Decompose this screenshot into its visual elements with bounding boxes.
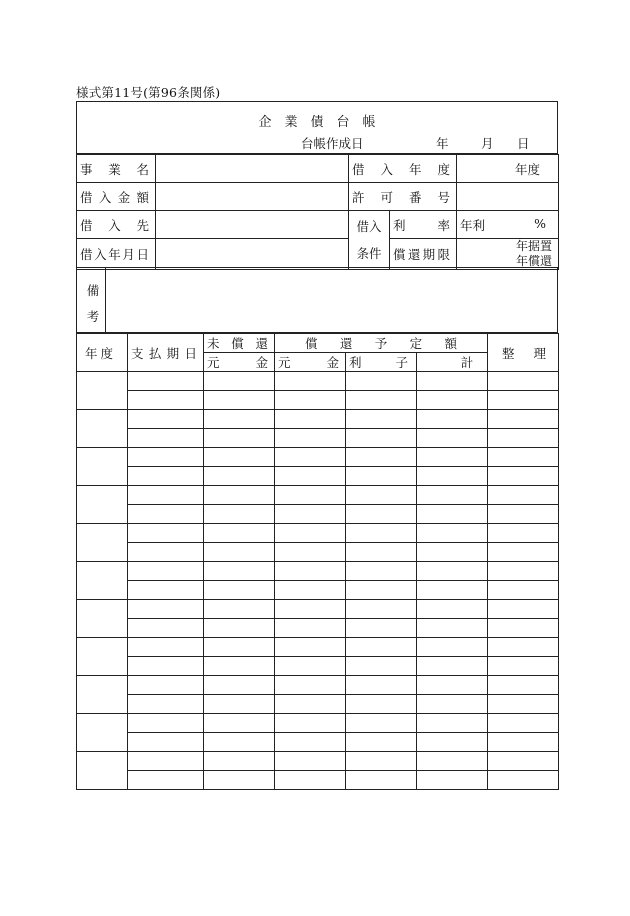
fiscal-year-cell[interactable]	[77, 410, 128, 448]
table-row	[77, 657, 559, 676]
label-char: 先	[136, 217, 149, 233]
ledger-cell[interactable]	[128, 524, 204, 543]
ledger-cell[interactable]	[275, 448, 346, 467]
ledger-cell[interactable]	[128, 714, 204, 733]
percent-unit: %	[534, 215, 547, 231]
fiscal-year-cell[interactable]	[77, 714, 128, 752]
label-char: 日	[184, 345, 197, 361]
ledger-cell[interactable]	[417, 543, 488, 562]
label-char: 元	[278, 355, 291, 370]
permit-number-field[interactable]	[457, 183, 559, 211]
permit-number-label	[349, 183, 457, 211]
ledger-cell[interactable]	[128, 448, 204, 467]
ledger-cell[interactable]	[488, 486, 559, 505]
ledger-cell[interactable]	[488, 581, 559, 600]
ledger-cell[interactable]	[204, 562, 275, 581]
label-char: 度	[437, 161, 451, 177]
ledger-cell[interactable]	[488, 372, 559, 391]
table-row	[77, 391, 559, 410]
ledger-cell[interactable]	[128, 562, 204, 581]
ledger-cell[interactable]	[417, 486, 488, 505]
ledger-cell[interactable]	[488, 600, 559, 619]
label-char: 借	[80, 247, 93, 262]
ledger-cell[interactable]	[488, 676, 559, 695]
ledger-cell[interactable]	[275, 581, 346, 600]
label-char: 事	[80, 161, 93, 177]
ledger-cell[interactable]	[346, 486, 417, 505]
fiscal-year-cell[interactable]	[77, 448, 128, 486]
label-char: 期	[422, 247, 436, 262]
ledger-cell[interactable]	[346, 581, 417, 600]
conditions-label-line2: 条件	[356, 246, 382, 261]
ledger-cell[interactable]	[417, 714, 488, 733]
year-unit: 年	[436, 136, 449, 151]
ledger-cell[interactable]	[488, 391, 559, 410]
ledger-cell[interactable]	[488, 448, 559, 467]
ledger-cell[interactable]	[204, 600, 275, 619]
label-char: 借	[80, 189, 93, 205]
label-char: 年	[409, 161, 422, 177]
ledger-header-box	[76, 101, 558, 154]
label-char: 借	[352, 161, 365, 177]
ledger-cell[interactable]	[204, 581, 275, 600]
label-char: 額	[444, 336, 458, 351]
label-char: 入	[380, 161, 394, 177]
grace-years-label: 年据置	[516, 239, 553, 253]
ledger-cell[interactable]	[128, 695, 204, 714]
label-char: 限	[437, 247, 450, 262]
repay-years-label: 年償還	[516, 254, 553, 268]
ledger-cell[interactable]	[417, 448, 488, 467]
fiscal-year-cell[interactable]	[77, 562, 128, 600]
interest-rate-field[interactable]	[457, 211, 559, 239]
col-payment-date	[128, 334, 204, 372]
remarks-box	[76, 267, 558, 333]
ledger-cell[interactable]	[346, 505, 417, 524]
ledger-cell[interactable]	[346, 448, 417, 467]
ledger-cell[interactable]	[275, 733, 346, 752]
loan-year-field[interactable]: 年度	[457, 155, 559, 183]
label-char: 番	[409, 189, 422, 205]
label-char: 可	[380, 189, 394, 205]
ledger-cell[interactable]	[417, 695, 488, 714]
ledger-cell[interactable]	[275, 429, 346, 448]
ledger-cell[interactable]	[275, 714, 346, 733]
label-char: 年	[108, 247, 121, 262]
table-row	[77, 581, 559, 600]
ledger-cell[interactable]	[417, 600, 488, 619]
ledger-cell[interactable]	[417, 524, 488, 543]
table-row	[77, 619, 559, 638]
label-char: 還	[407, 247, 421, 262]
table-row	[77, 676, 559, 695]
label-char: 元	[207, 355, 220, 370]
fiscal-year-cell[interactable]	[77, 486, 128, 524]
remarks-label: 備 考	[86, 283, 100, 324]
repayment-ledger-table	[76, 333, 559, 790]
fiscal-year-cell[interactable]	[77, 524, 128, 562]
loan-date-label	[77, 239, 156, 270]
loan-date-field[interactable]	[156, 239, 349, 270]
ledger-cell[interactable]	[204, 771, 275, 790]
ledger-cell[interactable]	[204, 695, 275, 714]
ledger-cell[interactable]	[128, 372, 204, 391]
col-unredeemed	[204, 334, 275, 353]
ledger-cell[interactable]	[128, 771, 204, 790]
ledger-cell[interactable]	[417, 752, 488, 771]
label-char: 入	[108, 217, 121, 233]
fiscal-year-cell[interactable]	[77, 676, 128, 714]
label-char: 度	[100, 345, 113, 361]
ledger-cell[interactable]	[204, 410, 275, 429]
ledger-cell[interactable]	[128, 391, 204, 410]
label-char: 未	[207, 336, 220, 351]
lender-field[interactable]	[156, 211, 349, 239]
label-char: 利	[349, 355, 362, 370]
fiscal-year-cell[interactable]	[77, 752, 128, 790]
label-char: 利	[393, 217, 406, 233]
ledger-cell[interactable]	[488, 505, 559, 524]
col-arrangement	[488, 334, 559, 372]
table-row	[77, 714, 559, 733]
ledger-cell[interactable]	[275, 467, 346, 486]
ledger-cell[interactable]	[128, 505, 204, 524]
ledger-cell[interactable]	[275, 410, 346, 429]
label-char: 額	[136, 189, 149, 205]
col-repayment-schedule	[275, 334, 488, 353]
ledger-cell[interactable]	[488, 524, 559, 543]
ledger-cell[interactable]	[346, 524, 417, 543]
label-char: 入	[98, 189, 112, 205]
ledger-cell[interactable]	[128, 410, 204, 429]
ledger-cell[interactable]	[417, 638, 488, 657]
label-char: 支	[131, 345, 144, 361]
label-char: 払	[148, 345, 162, 361]
repayment-term-field[interactable]	[457, 239, 559, 270]
label-char: 号	[437, 189, 451, 205]
table-row	[77, 467, 559, 486]
ledger-cell[interactable]	[275, 695, 346, 714]
ledger-cell[interactable]	[204, 391, 275, 410]
ledger-cell[interactable]	[275, 638, 346, 657]
table-row	[77, 486, 559, 505]
table-row	[77, 562, 559, 581]
ledger-cell[interactable]	[346, 714, 417, 733]
ledger-cell[interactable]	[128, 733, 204, 752]
remarks-divider	[105, 268, 106, 332]
ledger-cell[interactable]	[488, 752, 559, 771]
table-row	[77, 600, 559, 619]
label-char: 借	[80, 217, 93, 233]
fiscal-year-cell[interactable]	[77, 638, 128, 676]
label-char: 償	[305, 336, 318, 351]
table-row	[77, 372, 559, 391]
ledger-cell[interactable]	[488, 543, 559, 562]
ledger-cell[interactable]	[488, 638, 559, 657]
ledger-cell[interactable]	[204, 543, 275, 562]
label-char: 日	[136, 247, 149, 262]
table-row	[77, 695, 559, 714]
table-row	[77, 429, 559, 448]
label-char: 理	[533, 345, 547, 361]
ledger-cell[interactable]	[128, 600, 204, 619]
ledger-cell[interactable]	[204, 676, 275, 695]
page-title: 企 業 債 台 帳	[258, 115, 376, 130]
loan-amount-label	[77, 183, 156, 211]
label-char: 予	[374, 336, 388, 351]
loan-info-table	[76, 154, 559, 270]
ledger-cell[interactable]	[346, 467, 417, 486]
ledger-cell[interactable]	[346, 600, 417, 619]
table-row	[77, 524, 559, 543]
ledger-cell[interactable]	[204, 429, 275, 448]
loan-amount-field[interactable]	[156, 183, 349, 211]
ledger-cell[interactable]	[488, 657, 559, 676]
ledger-cell[interactable]	[417, 619, 488, 638]
ledger-cell[interactable]	[204, 733, 275, 752]
ledger-cell[interactable]	[417, 562, 488, 581]
table-row	[77, 543, 559, 562]
ledger-cell[interactable]	[417, 771, 488, 790]
ledger-cell[interactable]	[128, 467, 204, 486]
ledger-cell[interactable]	[346, 372, 417, 391]
col-total: 計	[417, 353, 488, 372]
ledger-cell[interactable]	[204, 372, 275, 391]
ledger-cell[interactable]	[346, 733, 417, 752]
annual-rate-label: 年利	[460, 217, 486, 233]
repayment-term-label	[390, 239, 457, 270]
lender-label	[77, 211, 156, 239]
ledger-cell[interactable]	[488, 714, 559, 733]
loan-year-label	[349, 155, 457, 183]
label-char: 期	[166, 345, 180, 361]
label-char: 還	[339, 336, 353, 351]
label-char: 償	[231, 336, 244, 351]
ledger-cell[interactable]	[204, 467, 275, 486]
ledger-cell[interactable]	[417, 467, 488, 486]
loan-conditions-label	[349, 211, 390, 270]
form-number: 様式第11号(第96条関係)	[76, 85, 221, 100]
ledger-cell[interactable]	[128, 676, 204, 695]
ledger-cell[interactable]	[275, 562, 346, 581]
label-char: 名	[136, 161, 149, 177]
ledger-cell[interactable]	[417, 429, 488, 448]
fiscal-year-cell[interactable]	[77, 600, 128, 638]
ledger-cell[interactable]	[346, 638, 417, 657]
ledger-cell[interactable]	[488, 619, 559, 638]
ledger-cell[interactable]	[346, 543, 417, 562]
ledger-cell[interactable]	[417, 372, 488, 391]
ledger-cell[interactable]	[204, 505, 275, 524]
ledger-cell[interactable]	[417, 581, 488, 600]
ledger-cell[interactable]	[346, 676, 417, 695]
ledger-cell[interactable]	[275, 600, 346, 619]
ledger-cell[interactable]	[204, 638, 275, 657]
ledger-cell[interactable]	[417, 676, 488, 695]
ledger-cell[interactable]	[275, 752, 346, 771]
ledger-cell[interactable]	[128, 638, 204, 657]
col-principal	[275, 353, 346, 372]
fiscal-year-cell[interactable]	[77, 372, 128, 410]
ledger-cell[interactable]	[488, 771, 559, 790]
ledger-cell[interactable]	[204, 619, 275, 638]
created-date-label: 台帳作成日	[301, 136, 364, 151]
ledger-cell[interactable]	[488, 733, 559, 752]
ledger-cell[interactable]	[488, 562, 559, 581]
business-name-label	[77, 155, 156, 183]
ledger-cell[interactable]	[204, 657, 275, 676]
ledger-cell[interactable]	[346, 695, 417, 714]
ledger-cell[interactable]	[417, 505, 488, 524]
ledger-cell[interactable]	[346, 562, 417, 581]
ledger-cell[interactable]	[417, 657, 488, 676]
label-char: 定	[409, 336, 423, 351]
ledger-cell[interactable]	[204, 524, 275, 543]
table-row	[77, 733, 559, 752]
ledger-cell[interactable]	[488, 467, 559, 486]
col-interest	[346, 353, 417, 372]
ledger-cell[interactable]	[488, 695, 559, 714]
ledger-cell[interactable]	[204, 714, 275, 733]
ledger-cell[interactable]	[128, 543, 204, 562]
ledger-cell[interactable]	[275, 524, 346, 543]
business-name-field[interactable]	[156, 155, 349, 183]
ledger-cell[interactable]	[275, 619, 346, 638]
label-char: 還	[255, 336, 268, 351]
ledger-cell[interactable]	[275, 372, 346, 391]
table-row	[77, 752, 559, 771]
label-char: 業	[108, 161, 121, 177]
ledger-cell[interactable]	[417, 410, 488, 429]
ledger-cell[interactable]	[346, 771, 417, 790]
label-char: 子	[395, 355, 408, 370]
ledger-cell[interactable]	[204, 486, 275, 505]
table-row	[77, 410, 559, 429]
ledger-cell[interactable]	[275, 391, 346, 410]
ledger-cell[interactable]	[275, 543, 346, 562]
label-char: 許	[352, 189, 365, 205]
ledger-cell[interactable]	[346, 619, 417, 638]
ledger-cell[interactable]	[275, 657, 346, 676]
label-char: 率	[437, 217, 451, 233]
label-char: 金	[326, 355, 339, 370]
label-char: 償	[393, 247, 406, 262]
label-char: 月	[122, 247, 135, 262]
table-row	[77, 771, 559, 790]
label-char: 金	[117, 189, 131, 205]
ledger-cell[interactable]	[488, 429, 559, 448]
table-row	[77, 505, 559, 524]
ledger-cell[interactable]	[346, 410, 417, 429]
ledger-cell[interactable]	[275, 771, 346, 790]
month-unit: 月	[481, 136, 494, 151]
ledger-cell[interactable]	[204, 448, 275, 467]
ledger-cell[interactable]	[488, 410, 559, 429]
label-char: 金	[255, 355, 268, 370]
ledger-cell[interactable]	[417, 733, 488, 752]
label-char: 年	[85, 345, 98, 361]
ledger-cell[interactable]	[346, 752, 417, 771]
table-row	[77, 448, 559, 467]
ledger-cell[interactable]	[128, 429, 204, 448]
ledger-cell[interactable]	[275, 676, 346, 695]
day-unit: 日	[517, 136, 530, 151]
ledger-cell[interactable]	[346, 391, 417, 410]
col-unredeemed-principal	[204, 353, 275, 372]
ledger-cell[interactable]	[128, 657, 204, 676]
ledger-cell[interactable]	[275, 505, 346, 524]
col-fiscal-year	[77, 334, 128, 372]
ledger-cell[interactable]	[346, 429, 417, 448]
conditions-label-line1: 借入	[356, 219, 382, 234]
ledger-cell[interactable]	[128, 581, 204, 600]
ledger-cell[interactable]	[204, 752, 275, 771]
ledger-cell[interactable]	[128, 619, 204, 638]
table-row	[77, 638, 559, 657]
ledger-cell[interactable]	[128, 486, 204, 505]
label-char: 入	[94, 247, 107, 262]
ledger-cell[interactable]	[275, 486, 346, 505]
label-char: 整	[502, 345, 515, 361]
ledger-cell[interactable]	[417, 391, 488, 410]
interest-rate-label	[390, 211, 457, 239]
ledger-cell[interactable]	[128, 752, 204, 771]
ledger-cell[interactable]	[346, 657, 417, 676]
